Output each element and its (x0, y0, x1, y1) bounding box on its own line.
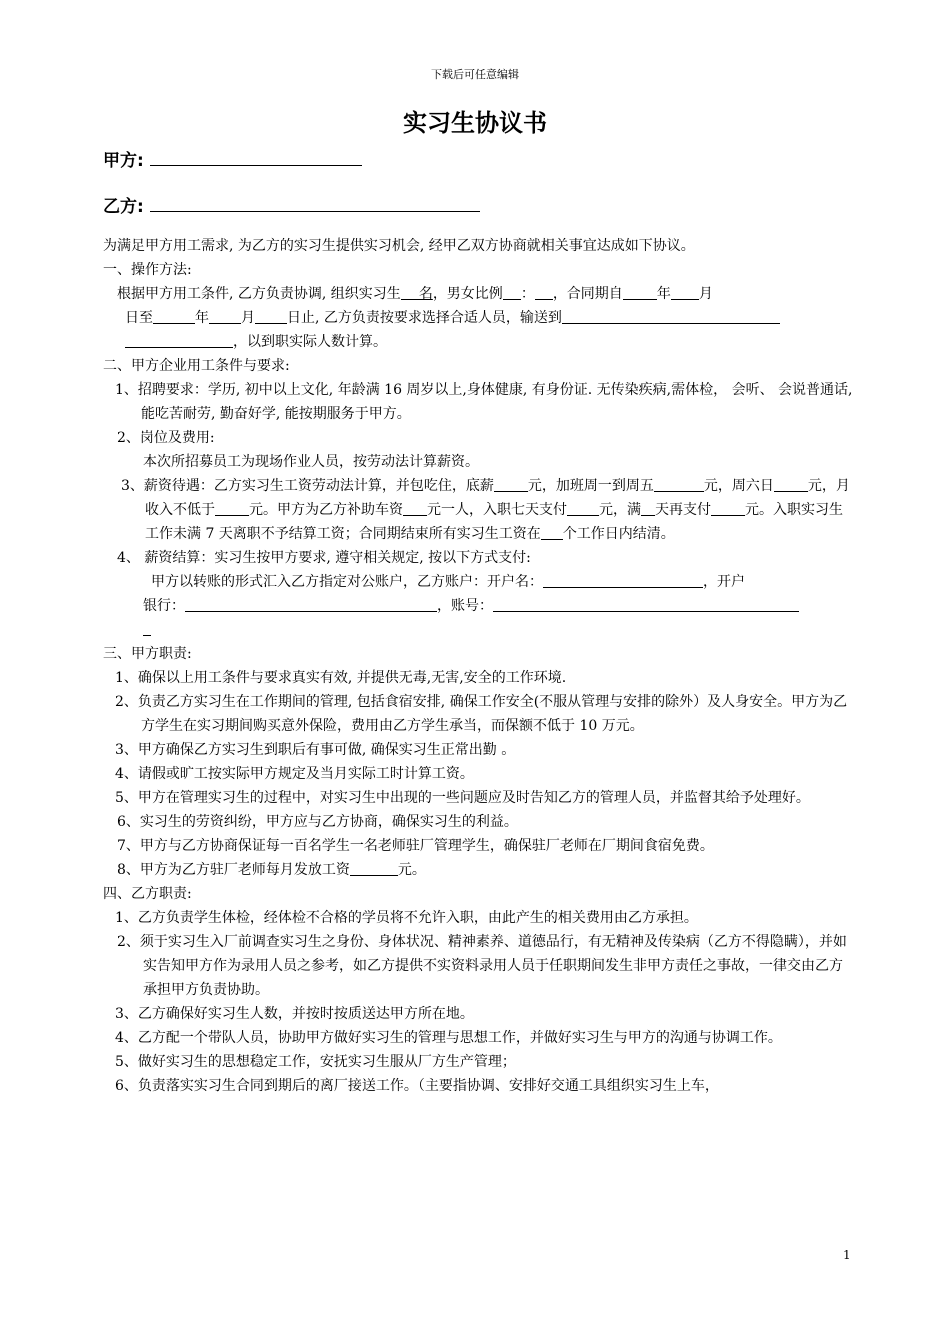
end-month-field[interactable] (255, 309, 287, 324)
seven-day-pay-field[interactable] (567, 501, 599, 516)
section-3-item-4: 4、请假或旷工按实际甲方规定及当月实际工时计算工资。 (115, 766, 474, 782)
account-number-field-cont[interactable] (143, 621, 151, 636)
section-2-item-1: 1、招聘要求：学历, 初中以上文化, 年龄满 16 周岁以上,身体健康, 有身份证. 无传染疾病,需体检， 会听、 会说普通话, 能吃苦耐劳, 勤奋好学, 能按期服务于甲方。 (115, 382, 853, 422)
destination-field[interactable] (562, 309, 780, 324)
page-number: 1 (843, 1248, 851, 1262)
min-income-field[interactable] (215, 501, 249, 516)
section-4-item-6: 6、负责落实实习生合同到期后的离厂接送工作。（主要指协调、安排好交通工具组织实习生上车， (115, 1078, 719, 1094)
female-ratio-field[interactable] (535, 285, 553, 300)
end-day-field[interactable] (153, 309, 195, 324)
settlement-days-field[interactable] (541, 525, 563, 540)
headcount-field[interactable] (401, 285, 419, 300)
party-b-label: 乙方: (103, 197, 144, 217)
party-a-line (103, 146, 362, 171)
second-pay-field[interactable] (711, 501, 745, 516)
section-4-item-3: 3、乙方确保好实习生人数，并按时按质送达甲方所在地。 (115, 1006, 474, 1022)
section-2-item-2-body: 本次所招募员工为现场作业人员，按劳动法计算薪资。 (143, 454, 479, 470)
section-4-heading: 四、乙方职责: (103, 886, 192, 902)
start-year-field[interactable] (623, 285, 657, 300)
days-threshold-field[interactable] (641, 501, 655, 516)
section-2-item-4-title: 4、 薪资结算：实习生按甲方要求, 遵守相关规定, 按以下方式支付: (117, 550, 531, 566)
section-3-item-2: 2、负责乙方实习生在工作期间的管理, 包括食宿安排, 确保工作安全(不服从管理与安排的除外）及人身安全。甲方为乙方学生在实习期间购买意外保险，费用由乙方学生承当，而保额不低于 10 万元。 (115, 694, 848, 734)
start-month-field[interactable] (671, 285, 699, 300)
section-4-item-2: 2、须于实习生入厂前调查实习生之身份、身体状况、精神素养、道德品行，有无精神及传染病（乙方不得隐瞒），并如实告知甲方作为录用人员之参考，如乙方提供不实资料录用人员于任职期间发生非甲方责任之事故，一律交由乙方承担甲方负责协助。 (117, 934, 847, 998)
party-a-label: 甲方: (103, 151, 144, 171)
section-4-item-5: 5、做好实习生的思想稳定工作，安抚实习生服从厂方生产管理； (115, 1054, 516, 1070)
section-1-line-3: ，以到职实际人数计算。 (103, 330, 853, 354)
section-2-item-3: 3、薪资待遇：乙方实习生工资劳动法计算，并包吃住，底薪 元，加班周一到周五 元，周六日 元，月收入不低于 元。甲方为乙方补助车资 元一人，入职七天支付 元，满 天再支付 元。入职实习生工作未满 7 天离职不予结算工资；合同期结束所有实习生工资在 个工作日内结清。 (121, 478, 850, 542)
section-3-item-7: 7、甲方与乙方协商保证每一百名学生一名老师驻厂管理学生，确保驻厂老师在厂期间食宿免费。 (117, 838, 714, 854)
section-3-item-6: 6、实习生的劳资纠纷，甲方应与乙方协商，确保实习生的利益。 (117, 814, 518, 830)
section-3-item-5: 5、甲方在管理实习生的过程中，对实习生中出现的一些问题应及时告知乙方的管理人员，并监督其给予处理好。 (115, 790, 810, 806)
agreement-body (103, 234, 853, 1098)
account-name-field[interactable] (543, 573, 703, 588)
base-salary-field[interactable] (494, 477, 528, 492)
section-3-heading: 三、甲方职责: (103, 646, 192, 662)
section-3-item-3: 3、甲方确保乙方实习生到职后有事可做, 确保实习生正常出勤 。 (115, 742, 516, 758)
section-2-item-2-title: 2、岗位及费用: (117, 430, 215, 446)
header-note: 下载后可任意编辑 (431, 68, 519, 81)
fare-subsidy-field[interactable] (403, 501, 427, 516)
section-1-line-2: 日至 年 月 日止, 乙方负责按要求选择合适人员，输送到 (103, 306, 853, 330)
bank-name-field[interactable] (185, 597, 437, 612)
account-number-overflow (103, 618, 853, 642)
intro-paragraph: 为满足甲方用工需求, 为乙方的实习生提供实习机会, 经甲乙双方协商就相关事宜达成如下协议。 (103, 238, 695, 254)
party-b-field[interactable] (150, 195, 480, 212)
end-year-field[interactable] (209, 309, 241, 324)
party-a-field[interactable] (150, 149, 362, 166)
section-2-item-4-line-2: 银行： ，账号： (103, 594, 853, 618)
section-2-item-4-line-1: 甲方以转账的形式汇入乙方指定对公账户，乙方账户：开户名： ，开户 (151, 574, 745, 590)
section-1-heading: 一、操作方法: (103, 262, 192, 278)
teacher-salary-field[interactable] (350, 861, 398, 876)
weekend-overtime-field[interactable] (774, 477, 808, 492)
section-4-item-4: 4、乙方配一个带队人员，协助甲方做好实习生的管理与思想工作，并做好实习生与甲方的沟通与协调工作。 (115, 1030, 782, 1046)
account-number-field[interactable] (493, 597, 799, 612)
destination-field-cont[interactable] (125, 333, 233, 348)
section-2-heading: 二、甲方企业用工条件与要求: (103, 358, 290, 374)
section-3-item-1: 1、确保以上用工条件与要求真实有效, 并提供无毒,无害,安全的工作环境. (115, 670, 567, 686)
weekday-overtime-field[interactable] (654, 477, 704, 492)
document-title: 实习生协议书 (403, 109, 547, 137)
male-ratio-field[interactable] (503, 285, 521, 300)
section-1-line-1: 根据甲方用工条件, 乙方负责协调, 组织实习生 名，男女比例 ： ，合同期自 年 月 (117, 286, 713, 302)
party-b-line (103, 192, 480, 217)
section-3-item-8: 8、甲方为乙方驻厂老师每月发放工资 元。 (117, 862, 426, 878)
section-4-item-1: 1、乙方负责学生体检，经体检不合格的学员将不允许入职，由此产生的相关费用由乙方承担。 (115, 910, 698, 926)
